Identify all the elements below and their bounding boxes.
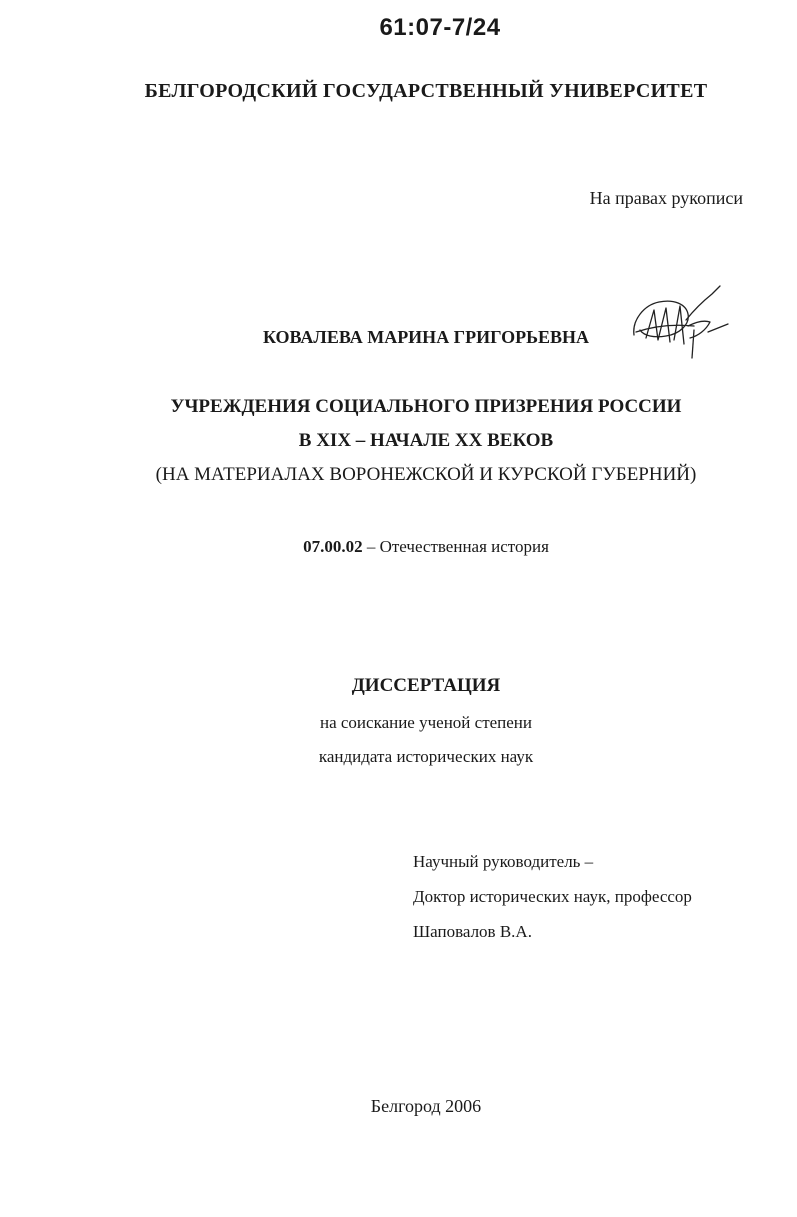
specialty-line	[0, 537, 797, 557]
supervisor-label: Научный руководитель –	[413, 852, 594, 871]
signature-icon	[624, 280, 734, 360]
specialty-code: 07.00.02	[303, 537, 363, 556]
city-and-year: Белгород 2006	[370, 1096, 482, 1116]
supervisor-title: Доктор исторических наук, профессор	[413, 887, 692, 906]
document-type: ДИССЕРТАЦИЯ	[351, 675, 501, 696]
specialty-name: – Отечественная история	[362, 537, 549, 556]
thesis-title-line-2: В XIX – НАЧАЛЕ XX ВЕКОВ	[298, 430, 554, 451]
degree-line-1: на соискание ученой степени	[319, 713, 533, 732]
manuscript-rights-note: На правах рукописи	[589, 188, 743, 208]
thesis-title-line-1: УЧРЕЖДЕНИЯ СОЦИАЛЬНОГО ПРИЗРЕНИЯ РОССИИ	[170, 396, 682, 417]
university-name: БЕЛГОРОДСКИЙ ГОСУДАРСТВЕННЫЙ УНИВЕРСИТЕТ	[144, 80, 708, 102]
archive-stamp-code: 61:07-7/24	[379, 14, 501, 41]
supervisor-name: Шаповалов В.А.	[413, 922, 532, 941]
degree-line-2: кандидата исторических наук	[318, 747, 534, 766]
thesis-title-line-3: (НА МАТЕРИАЛАХ ВОРОНЕЖСКОЙ И КУРСКОЙ ГУБЕРНИЙ)	[155, 464, 697, 485]
author-name: КОВАЛЕВА МАРИНА ГРИГОРЬЕВНА	[262, 327, 590, 347]
